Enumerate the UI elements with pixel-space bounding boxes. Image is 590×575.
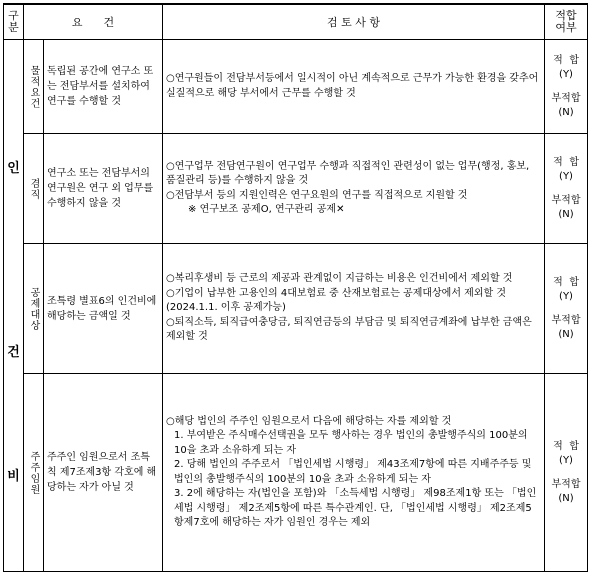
review-subitem: 1. 부여받은 주식매수선택권을 모두 행사하는 경우 법인의 총발행주식의 100분의 10을 초과 소유하게 되는 자	[174, 430, 528, 456]
header-requirement: 요 건	[24, 4, 163, 40]
subcat-label: 겸직	[28, 177, 39, 200]
subcat-cell	[24, 244, 44, 374]
table-row	[4, 374, 588, 572]
subcat-label: 공제대상	[28, 286, 39, 331]
review-cell	[163, 244, 545, 374]
review-subitem: 2. 당해 법인의 주주로서 「법인세법 시행령」 제43조제7항에 따른 지배주주등 및 법인의 총발행주식의 100분의 10을 초과 소유하게 되는 자	[174, 459, 532, 485]
subcat-cell	[24, 374, 44, 572]
fit-no-label: 부적합	[551, 92, 581, 104]
requirements-table	[3, 3, 588, 572]
requirement-cell: 조특령 별표6의 인건비에 해당하는 금액일 것	[44, 244, 163, 374]
subcat-label: 물적요건	[28, 64, 39, 109]
header-review: 검 토 사 항	[163, 4, 545, 40]
review-item: ○해당 법인의 주주인 임원으로서 다음에 해당하는 자를 제외할 것	[166, 415, 452, 427]
fit-no-code: (N)	[558, 106, 574, 118]
header-fit: 적합 여부	[545, 4, 588, 40]
fit-yes-code: (Y)	[559, 170, 573, 182]
subcat-cell	[24, 134, 44, 244]
review-cell	[163, 134, 545, 244]
fit-cell	[545, 374, 588, 572]
fit-no-label: 부적합	[551, 478, 581, 490]
requirement-cell: 연구소 또는 전담부서의 연구원은 연구 외 업무를 수행하지 않을 것	[44, 134, 163, 244]
review-note: ※ 연구보조 공제O, 연구관리 공제✕	[188, 204, 345, 215]
review-item: ○퇴직소득, 퇴직급여충당금, 퇴직연금등의 부담금 및 퇴직연금계좌에 납부한 금액은 제외할 것	[166, 316, 532, 343]
fit-no-code: (N)	[558, 208, 574, 220]
fit-cell	[545, 40, 588, 134]
review-item: ○복리후생비 등 근로의 제공과 관계없이 지급하는 비용은 인건비에서 제외할 것	[166, 273, 513, 285]
fit-yes-code: (Y)	[559, 290, 573, 302]
requirement-cell: 주주인 임원으로서 조특칙 제7조제3항 각호에 해당하는 자가 아닐 것	[44, 374, 163, 572]
subcat-cell	[24, 40, 44, 134]
fit-yes-code: (Y)	[559, 68, 573, 80]
category-char-2: 건	[7, 345, 20, 360]
fit-yes-label: 적 합	[553, 276, 579, 288]
review-subitem: 3. 2에 해당하는 자(법인을 포함)와 「소득세법 시행령」 제98조제1항 또는 「법인세법 시행령」 제2조제5항에 따른 특수관계인. 단, 「법인세법 시행령」 제2조제5항제7호에 해당하는 자가 임원인 경우는 제외	[174, 488, 537, 528]
fit-cell	[545, 134, 588, 244]
fit-yes-label: 적 합	[553, 54, 579, 66]
review-item: ○기업이 납부한 고용인의 4대보험료 중 산재보험료는 공제대상에서 제외할 것(2024.1.1. 이후 공제가능)	[166, 287, 506, 314]
header-gubun: 구 분	[4, 4, 24, 40]
table-row	[4, 244, 588, 374]
fit-yes-label: 적 합	[553, 156, 579, 168]
subcat-label: 주주임원	[28, 450, 39, 495]
category-char-1: 인	[7, 161, 20, 176]
fit-cell	[545, 244, 588, 374]
review-item: ○연구원들이 전담부서등에서 일시적이 아닌 계속적으로 근무가 가능한 환경을 갖추어 실질적으로 해당 부서에서 근무를 수행할 것	[166, 73, 539, 99]
fit-no-label: 부적합	[551, 314, 581, 326]
table-row	[4, 134, 588, 244]
review-item: ○연구업무 전담연구원이 연구업무 수행과 직접적인 관련성이 없는 업무(행정, 홍보, 품질관리 등)를 수행하지 않을 것	[166, 160, 530, 186]
review-cell	[163, 40, 545, 134]
fit-no-code: (N)	[558, 328, 574, 340]
fit-no-code: (N)	[558, 492, 574, 504]
requirement-cell: 독립된 공간에 연구소 또는 전담부서를 설치하여 연구를 수행할 것	[44, 40, 163, 134]
fit-no-label: 부적합	[551, 194, 581, 206]
fit-yes-label: 적 합	[553, 440, 579, 452]
fit-yes-code: (Y)	[559, 454, 573, 466]
review-cell	[163, 374, 545, 572]
header-row	[4, 4, 588, 40]
table-row	[4, 40, 588, 134]
category-char-3: 비	[7, 469, 20, 484]
category-cell	[4, 40, 24, 572]
review-item: ○전담부서 등의 지원인력은 연구요원의 연구를 직접적으로 지원할 것	[166, 189, 468, 201]
